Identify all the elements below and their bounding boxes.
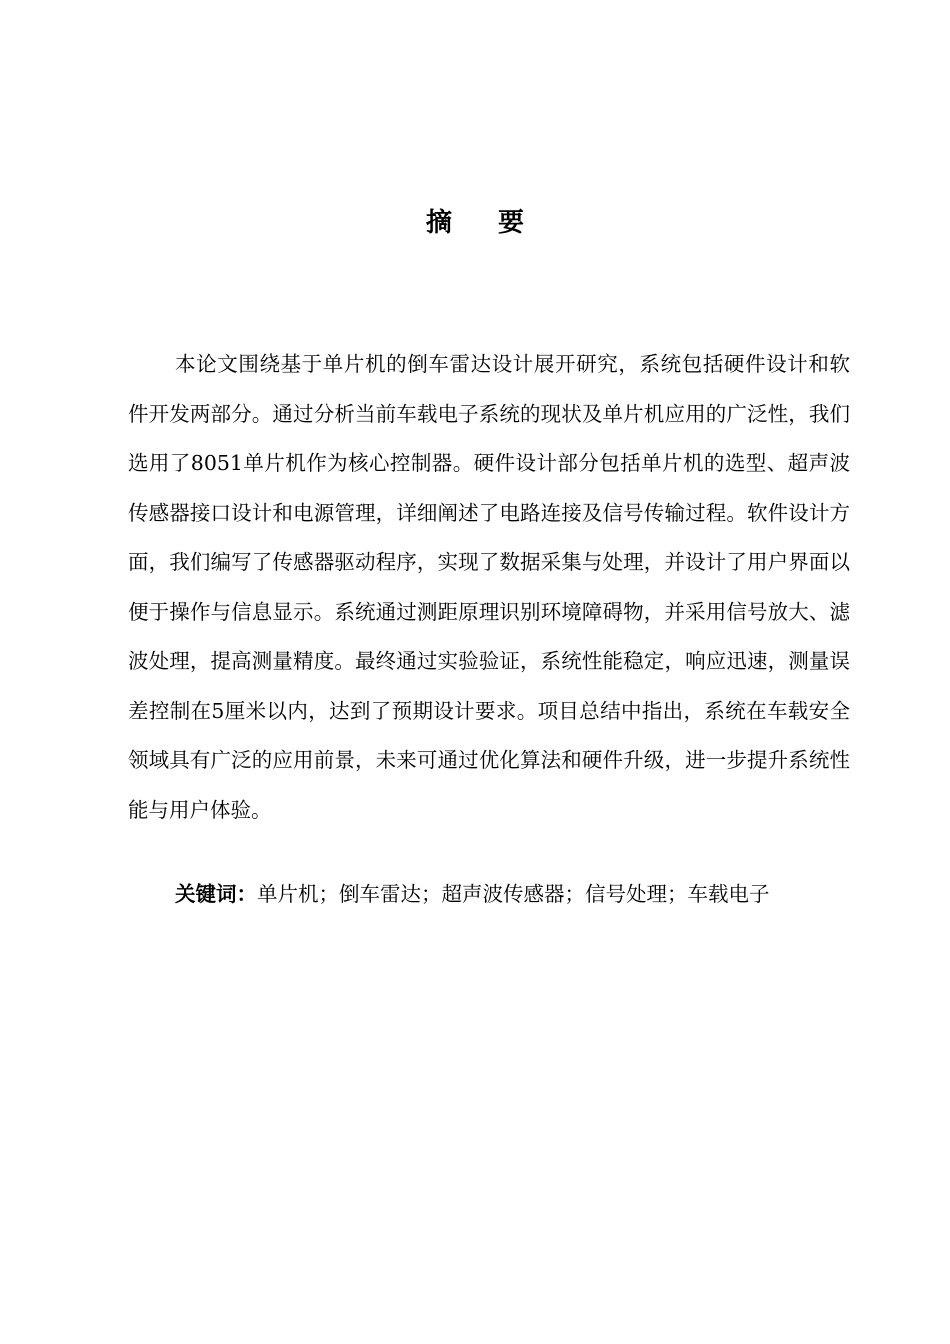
keywords-line — [128, 870, 850, 920]
keywords-text: 单片机；倒车雷达；超声波传感器；信号处理；车载电子 — [257, 882, 770, 906]
abstract-paragraph: 本论文围绕基于单片机的倒车雷达设计展开研究，系统包括硬件设计和软件开发两部分。通过分析当前车载电子系统的现状及单片机应用的广泛性，我们选用了8051单片机作为核心控制器。硬件设计部分包括单片机的选型、超声波传感器接口设计和电源管理，详细阐述了电路连接及信号传输过程。软件设计方面，我们编写了传感器驱动程序，实现了数据采集与处理，并设计了用户界面以便于操作与信息显示。系统通过测距原理识别环境障碍物，并采用信号放大、滤波处理，提高测量精度。最终通过实验验证，系统性能稳定，响应迅速，测量误差控制在5厘米以内，达到了预期设计要求。项目总结中指出，系统在车载安全领域具有广泛的应用前景，未来可通过优化算法和硬件升级，进一步提升系统性能与用户体验。 — [128, 352, 850, 822]
title-char-1: 摘 — [425, 208, 452, 238]
keywords-label: 关键词： — [175, 882, 257, 906]
page-title — [0, 203, 950, 243]
title-char-2: 要 — [498, 208, 525, 238]
